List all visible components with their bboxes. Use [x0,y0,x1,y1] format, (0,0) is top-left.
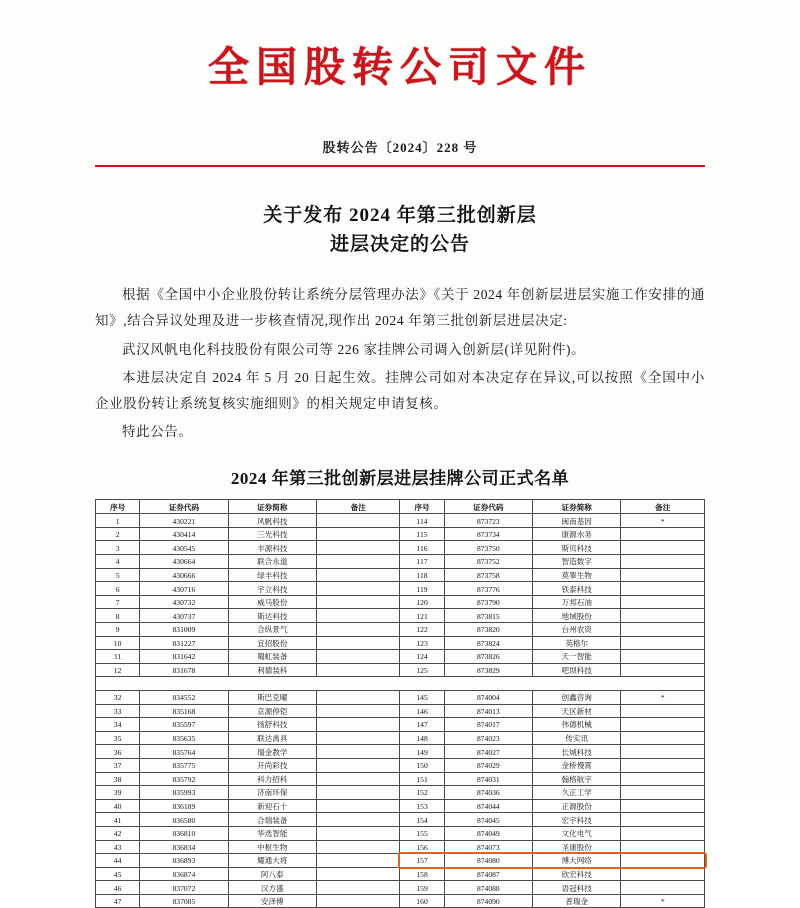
table-cell: 430664 [140,555,228,569]
table-cell: 3 [96,541,140,555]
table-cell: 121 [400,609,444,623]
table-cell: 831227 [140,636,228,650]
table-cell: 科力招科 [228,772,316,786]
table-cell: 1 [96,514,140,528]
table-cell: 闽南基因 [533,514,621,528]
table-cell: 语冠科技 [533,881,621,895]
table-cell: 874029 [444,758,532,772]
table-cell: 正源股份 [533,799,621,813]
table-cell: 莫睾生物 [533,568,621,582]
table-cell: 宜招股份 [228,636,316,650]
table-cell: 150 [400,758,444,772]
table-cell: 873752 [444,555,532,569]
table-cell: 836189 [140,799,228,813]
table-row [96,568,705,582]
table-cell: 丰源科技 [228,541,316,555]
page-title-line-2: 进层决定的公告 [329,234,470,256]
table-cell: 874087 [444,867,532,881]
table-row [96,582,705,596]
table-cell: 威马股份 [228,595,316,609]
table-cell: 836580 [140,813,228,827]
table-cell [316,894,399,908]
table-cell [621,704,705,718]
table-cell: 153 [400,799,444,813]
col-header-name-left: 证券简称 [228,499,316,514]
table-cell: 地域股份 [533,609,621,623]
table-cell: 普瑞金 [533,894,621,908]
table-row [96,623,705,637]
table-cell: 118 [400,568,444,582]
table-cell: 37 [96,758,140,772]
table-cell: 430545 [140,541,228,555]
table-cell: 开尚彩技 [228,758,316,772]
table-cell: 874088 [444,881,532,895]
roster-title: 2024 年第三批创新层进层挂牌公司正式名单 [230,468,570,488]
table-cell: 36 [96,745,140,759]
table-row [96,690,705,704]
table-cell: 8 [96,609,140,623]
table-cell [316,582,399,596]
table-cell: 145 [400,690,444,704]
table-cell: 835775 [140,758,228,772]
table-cell [316,650,399,664]
table-cell: 康源水务 [533,527,621,541]
table-cell [316,527,399,541]
table-row [96,813,705,827]
table-cell: 博大网络 [533,854,621,868]
table-cell: 158 [400,867,444,881]
table-cell: 831009 [140,623,228,637]
table-gap-cell [96,677,705,691]
table-cell [316,609,399,623]
table-cell [316,799,399,813]
table-row [96,745,705,759]
table-cell: 宇立科技 [228,582,316,596]
table-cell: 三光科技 [228,527,316,541]
table-cell: 430716 [140,582,228,596]
table-cell [621,623,705,637]
table-cell: 874013 [444,704,532,718]
table-cell [621,854,705,868]
table-cell: 874044 [444,799,532,813]
roster-table-wrap [95,499,705,908]
table-row-gap [96,677,705,691]
table-cell: 38 [96,772,140,786]
table-cell: 835993 [140,786,228,800]
table-cell: 40 [96,799,140,813]
table-cell: 宏宇科技 [533,813,621,827]
roster-table [95,499,705,908]
table-cell: 41 [96,813,140,827]
table-cell: 156 [400,840,444,854]
table-cell: 837072 [140,881,228,895]
table-cell: 5 [96,568,140,582]
table-cell: 873776 [444,582,532,596]
table-cell: 874017 [444,718,532,732]
table-cell: 835597 [140,718,228,732]
table-cell: 斯贝科技 [533,541,621,555]
table-cell [621,758,705,772]
table-cell: 台州农资 [533,623,621,637]
table-cell: 151 [400,772,444,786]
table-cell: 873826 [444,650,532,664]
table-cell: 阿八泰 [228,867,316,881]
table-cell: 9 [96,623,140,637]
table-cell: 430221 [140,514,228,528]
table-cell: 扬舒科技 [228,718,316,732]
table-cell: 吧坝科技 [533,663,621,677]
table-cell: 久正工学 [533,786,621,800]
table-cell: 835764 [140,745,228,759]
table-row [96,758,705,772]
table-cell [621,541,705,555]
table-cell: 873723 [444,514,532,528]
table-cell: 新迎石十 [228,799,316,813]
table-row [96,772,705,786]
table-cell: 英格尔 [533,636,621,650]
table-cell: 文化电气 [533,826,621,840]
table-row [96,894,705,908]
table-row [96,854,705,868]
page-title-line-1: 关于发布 2024 年第三批创新层 [263,205,537,226]
paragraph-2: 武汉风帆电化科技股份有限公司等 226 家挂牌公司调入创新层(详见附件)。 [122,341,586,357]
table-cell: 万邦石油 [533,595,621,609]
table-row [96,595,705,609]
table-cell: 835168 [140,704,228,718]
table-cell: 873758 [444,568,532,582]
table-cell [621,731,705,745]
table-cell: 160 [400,894,444,908]
table-cell: 智造数字 [533,555,621,569]
table-cell: 长城科技 [533,745,621,759]
roster-table-body [96,514,705,908]
table-cell: 44 [96,854,140,868]
table-cell: 873824 [444,636,532,650]
table-cell: * [621,690,705,704]
table-cell: 125 [400,663,444,677]
table-cell: 联达禹具 [228,731,316,745]
table-cell: 翰格航宇 [533,772,621,786]
table-cell [621,840,705,854]
table-cell [621,745,705,759]
table-cell: 430414 [140,527,228,541]
table-cell: 117 [400,555,444,569]
paragraph-1: 根据《全国中小企业股份转让系统分层管理办法》《关于 2024 年创新层进层实施工作安排的通知》,结合异议处理及进一步核查情况,现作出 2024 年第三批创新层进层决定: [95,286,705,329]
table-cell [316,867,399,881]
table-cell: 欣宏科技 [533,867,621,881]
table-cell: 10 [96,636,140,650]
table-cell: 合纵景气 [228,623,316,637]
table-row [96,840,705,854]
table-cell: 瑞金教学 [228,745,316,759]
table-cell [316,772,399,786]
table-cell: 115 [400,527,444,541]
table-row [96,731,705,745]
col-header-code-left: 证券代码 [140,499,228,514]
table-cell [316,758,399,772]
table-cell: 873829 [444,663,532,677]
table-cell: 122 [400,623,444,637]
table-cell: 874049 [444,826,532,840]
paragraph-3: 本进层决定自 2024 年 5 月 20 日起生效。挂牌公司如对本决定存在异议,可以按照《全国中小企业股份转让系统复核实施细则》的相关规定申请复核。 [95,369,705,412]
table-cell: 430737 [140,609,228,623]
table-row [96,514,705,528]
table-cell [316,840,399,854]
table-cell [621,568,705,582]
table-cell [621,813,705,827]
table-cell: 873815 [444,609,532,623]
table-cell: 华选智能 [228,826,316,840]
table-cell: 32 [96,690,140,704]
table-row [96,867,705,881]
table-cell: 152 [400,786,444,800]
table-cell: 圣康股份 [533,840,621,854]
table-cell: 风帆科技 [228,514,316,528]
table-cell: 伟德机械 [533,718,621,732]
table-row [96,718,705,732]
table-cell: 874023 [444,731,532,745]
table-row [96,826,705,840]
table-cell: 12 [96,663,140,677]
table-cell: 33 [96,704,140,718]
table-cell: 蜀虹装备 [228,650,316,664]
table-cell: 绿丰科技 [228,568,316,582]
table-cell [316,718,399,732]
table-cell [316,826,399,840]
table-cell: 安泽傅 [228,894,316,908]
table-cell: 836893 [140,854,228,868]
table-cell [316,555,399,569]
table-row [96,609,705,623]
masthead-title: 全国股转公司文件 [208,43,592,91]
table-cell: 834552 [140,690,228,704]
table-cell: 43 [96,840,140,854]
table-cell [316,786,399,800]
table-cell: 创鑫咨询 [533,690,621,704]
table-cell [621,609,705,623]
table-row [96,704,705,718]
table-cell: 836810 [140,826,228,840]
table-cell [621,555,705,569]
table-cell: 6 [96,582,140,596]
col-header-seq-left: 序号 [96,499,140,514]
table-cell: 114 [400,514,444,528]
table-row [96,663,705,677]
roster-table-head [96,499,705,514]
table-cell: 874027 [444,745,532,759]
table-cell: 119 [400,582,444,596]
table-cell: 39 [96,786,140,800]
table-cell: 123 [400,636,444,650]
table-cell: 中枢生物 [228,840,316,854]
table-cell: 116 [400,541,444,555]
col-header-note-right: 备注 [621,499,705,514]
table-cell [316,541,399,555]
col-header-code-right: 证券代码 [444,499,532,514]
table-cell: 耀通大将 [228,854,316,868]
table-cell: 874036 [444,786,532,800]
table-row [96,527,705,541]
table-cell: 873750 [444,541,532,555]
table-cell: 874045 [444,813,532,827]
table-cell: 11 [96,650,140,664]
table-cell [316,636,399,650]
table-cell: 济南环保 [228,786,316,800]
table-cell: 45 [96,867,140,881]
table-row [96,799,705,813]
table-cell: 835792 [140,772,228,786]
table-cell: 148 [400,731,444,745]
table-cell: 146 [400,704,444,718]
table-cell: 京源停铠 [228,704,316,718]
table-cell [316,745,399,759]
document-number: 股转公告〔2024〕228 号 [322,140,478,155]
table-cell [621,718,705,732]
table-cell [621,786,705,800]
paragraph-4: 特此公告。 [122,424,193,440]
table-cell [316,690,399,704]
table-cell: 831642 [140,650,228,664]
table-cell: 430666 [140,568,228,582]
table-cell [621,826,705,840]
table-header-row [96,499,705,514]
table-cell [316,813,399,827]
table-cell: 47 [96,894,140,908]
table-cell [621,527,705,541]
table-cell [316,881,399,895]
table-cell: 联合永道 [228,555,316,569]
table-cell [316,595,399,609]
red-divider-rule [95,165,705,167]
page-title [95,201,705,260]
table-cell [621,663,705,677]
table-cell: 147 [400,718,444,732]
table-cell: 金桥慢霄 [533,758,621,772]
table-cell: 874080 [444,854,532,868]
table-cell: 4 [96,555,140,569]
table-cell: 斯巴克曜 [228,690,316,704]
table-cell: 46 [96,881,140,895]
table-cell: 汉方盛 [228,881,316,895]
table-cell: 873820 [444,623,532,637]
table-cell: 874031 [444,772,532,786]
table-cell [316,568,399,582]
table-cell: 7 [96,595,140,609]
table-cell [621,650,705,664]
table-cell: 159 [400,881,444,895]
table-cell: 874090 [444,894,532,908]
table-cell [316,514,399,528]
col-header-name-right: 证券简称 [533,499,621,514]
table-cell: 837085 [140,894,228,908]
table-cell: 铁泰科技 [533,582,621,596]
col-header-seq-right: 序号 [400,499,444,514]
table-cell: 斯达科技 [228,609,316,623]
table-cell [621,772,705,786]
table-cell [621,582,705,596]
table-cell: 利德装科 [228,663,316,677]
table-row [96,881,705,895]
table-row [96,786,705,800]
table-cell: 430732 [140,595,228,609]
table-cell [621,867,705,881]
table-cell: 873734 [444,527,532,541]
table-cell: 149 [400,745,444,759]
table-cell: 124 [400,650,444,664]
table-row [96,541,705,555]
table-cell: 874004 [444,690,532,704]
table-cell: 42 [96,826,140,840]
table-cell: 831678 [140,663,228,677]
table-cell: 35 [96,731,140,745]
table-cell: 合瑞装备 [228,813,316,827]
table-cell: 2 [96,527,140,541]
col-header-note-left: 备注 [316,499,399,514]
table-cell: 传实讯 [533,731,621,745]
table-cell [316,731,399,745]
table-cell: 873790 [444,595,532,609]
table-row [96,636,705,650]
table-row [96,555,705,569]
table-cell: 836834 [140,840,228,854]
table-cell: 874073 [444,840,532,854]
table-cell: * [621,894,705,908]
table-cell: 120 [400,595,444,609]
table-cell [316,854,399,868]
table-cell: 天一智能 [533,650,621,664]
table-row [96,650,705,664]
body-text [95,282,705,446]
table-cell: 835635 [140,731,228,745]
table-cell: * [621,514,705,528]
table-cell [621,636,705,650]
table-cell [316,704,399,718]
table-cell: 34 [96,718,140,732]
table-cell [621,595,705,609]
table-cell [621,799,705,813]
table-cell: 157 [400,854,444,868]
table-cell: 154 [400,813,444,827]
table-cell [316,623,399,637]
table-cell: 155 [400,826,444,840]
table-cell: 836874 [140,867,228,881]
table-cell: 天区新材 [533,704,621,718]
table-cell [621,881,705,895]
table-cell [316,663,399,677]
